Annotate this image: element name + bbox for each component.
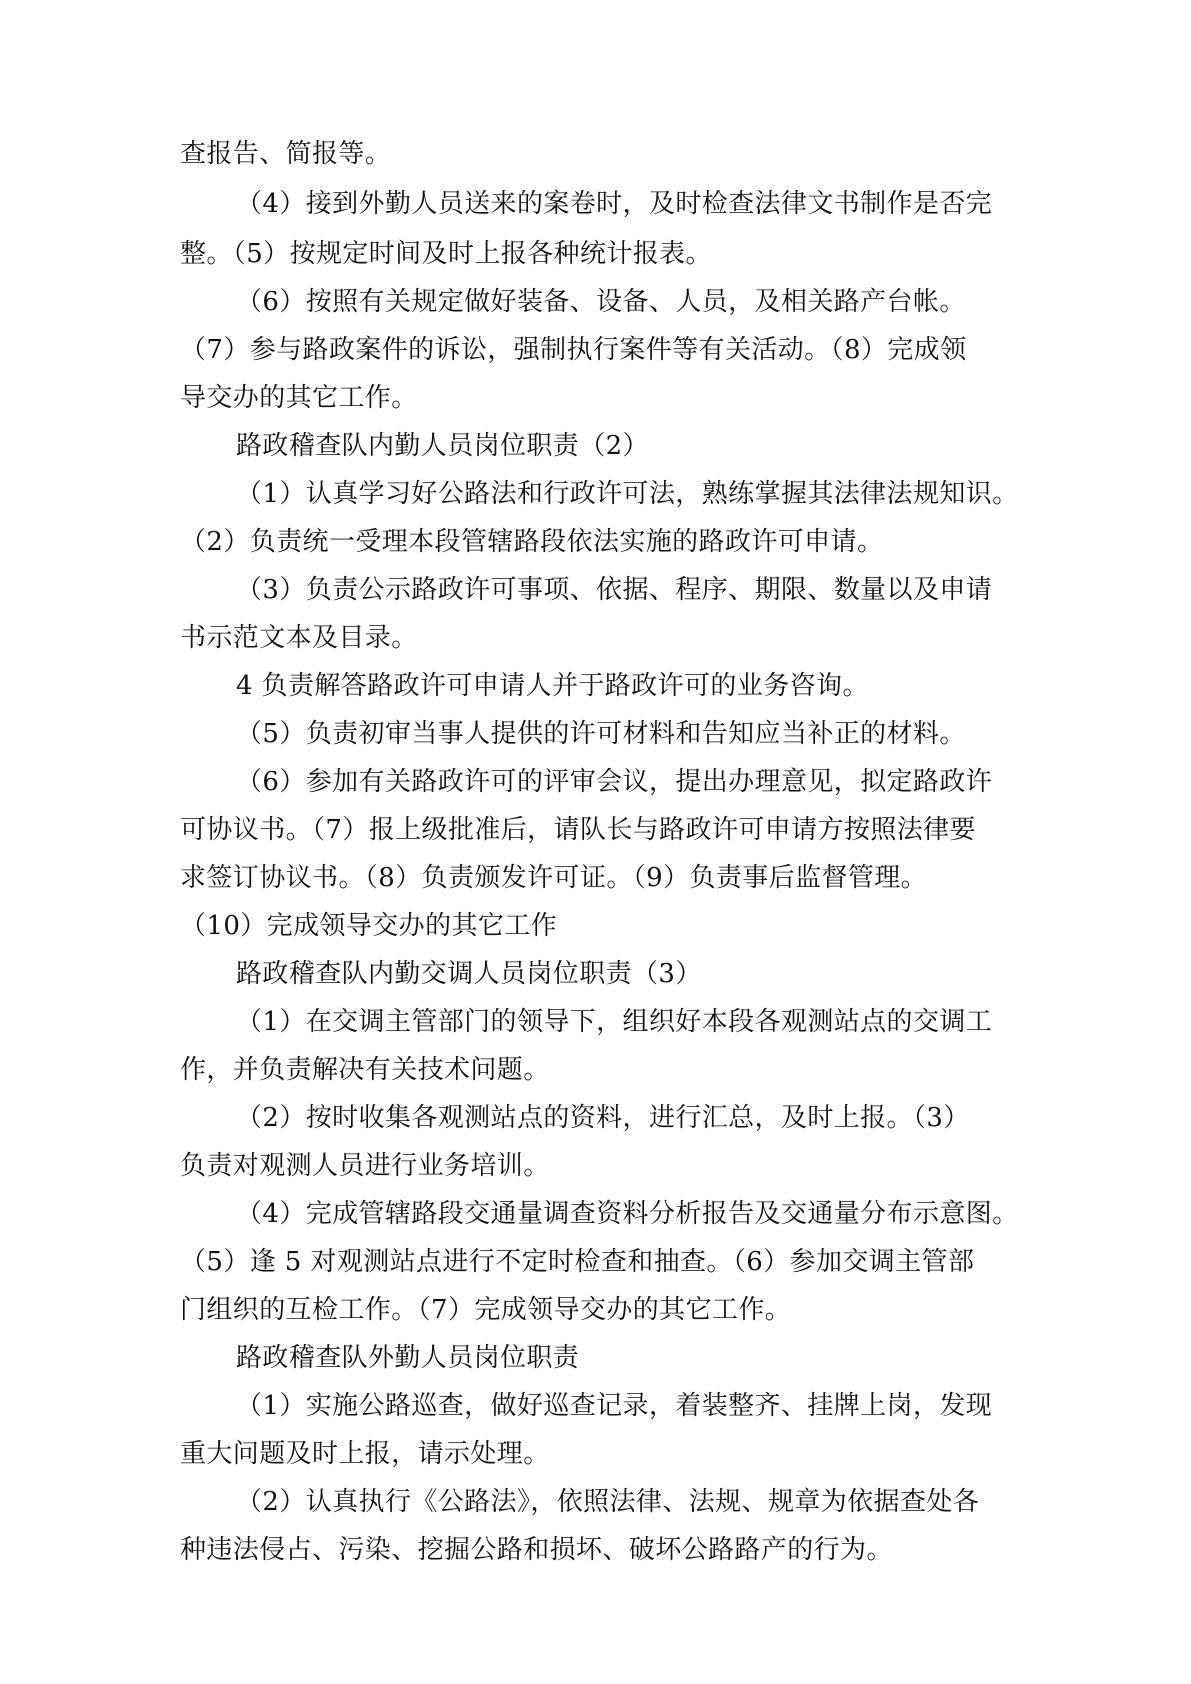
text-line: （1）在交调主管部门的领导下，组织好本段各观测站点的交调工 — [236, 1007, 993, 1037]
text-line: 4 负责解答路政许可申请人并于路政许可的业务咨询。 — [236, 671, 869, 701]
text-line: （2）按时收集各观测站点的资料，进行汇总，及时上报。（3） — [236, 1103, 970, 1133]
text-line: （1）认真学习好公路法和行政许可法，熟练掌握其法律法规知识。 — [236, 479, 1019, 509]
text-line: 可协议书。（7）报上级批准后，请队长与路政许可申请方按照法律要 — [180, 815, 976, 845]
text-line: （4）接到外勤人员送来的案卷时，及时检查法律文书制作是否完 — [236, 189, 993, 219]
text-line: 负责对观测人员进行业务培训。 — [180, 1151, 550, 1181]
text-line: 重大问题及时上报，请示处理。 — [180, 1439, 550, 1469]
section-heading: 路政稽查队内勤交调人员岗位职责（3） — [236, 959, 702, 989]
text-line: 作，并负责解决有关技术问题。 — [180, 1055, 550, 1085]
text-line: 导交办的其它工作。 — [180, 383, 418, 413]
text-line: （5）负责初审当事人提供的许可材料和告知应当补正的材料。 — [236, 719, 966, 749]
text-line: 种违法侵占、污染、挖掘公路和损坏、破坏公路路产的行为。 — [180, 1535, 893, 1565]
text-line: （10）完成领导交办的其它工作 — [180, 911, 558, 941]
text-line: （5）逢 5 对观测站点进行不定时检查和抽查。（6）参加交调主管部 — [180, 1247, 975, 1277]
text-line: （4）完成管辖路段交通量调查资料分析报告及交通量分布示意图。 — [236, 1199, 1019, 1229]
text-line: （6）参加有关路政许可的评审会议，提出办理意见，拟定路政许 — [236, 767, 993, 797]
text-line: 整。（5）按规定时间及时上报各种统计报表。 — [180, 239, 712, 269]
text-line: （3）负责公示路政许可事项、依据、程序、期限、数量以及申请 — [236, 575, 993, 605]
text-line: （2）负责统一受理本段管辖路段依法实施的路政许可申请。 — [180, 527, 884, 557]
text-line: （1）实施公路巡查，做好巡查记录，着装整齐、挂牌上岗，发现 — [236, 1391, 993, 1421]
text-line: 查报告、简报等。 — [180, 139, 392, 169]
text-line: 求签订协议书。（8）负责颁发许可证。（9）负责事后监督管理。 — [180, 863, 928, 893]
text-line: （7）参与路政案件的诉讼，强制执行案件等有关活动。（8）完成领 — [180, 335, 967, 365]
text-line: 书示范文本及目录。 — [180, 623, 418, 653]
section-heading: 路政稽查队外勤人员岗位职责 — [236, 1343, 580, 1373]
text-line: 门组织的互检工作。（7）完成领导交办的其它工作。 — [180, 1295, 792, 1325]
text-line: （6）按照有关规定做好装备、设备、人员，及相关路产台帐。 — [236, 287, 966, 317]
section-heading: 路政稽查队内勤人员岗位职责（2） — [236, 431, 649, 461]
text-line: （2）认真执行《公路法》，依照法律、法规、规章为依据查处各 — [236, 1487, 980, 1517]
